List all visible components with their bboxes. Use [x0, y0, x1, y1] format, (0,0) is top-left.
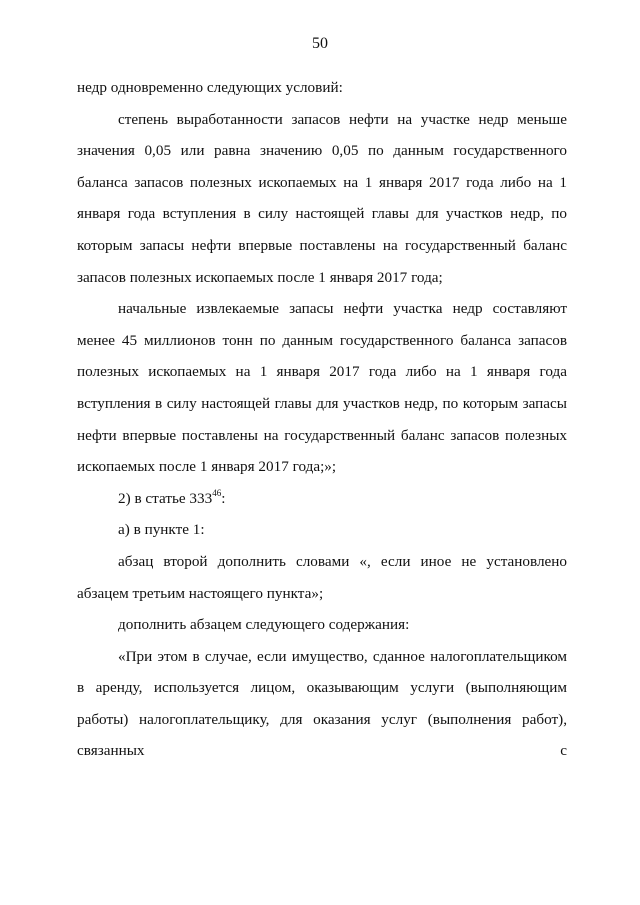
article-superscript: 46 [212, 487, 222, 498]
paragraph-add-subparagraph: дополнить абзацем следующего содержания: [118, 616, 410, 634]
paragraph-depletion-degree: степень выработанности запасов нефти на участке недр меньше значения 0,05 или равна значению 0,05 по данным государственного баланса запасов полезных ископаемых на 1 января 2017 года либо на 1 января года вступления в силу настоящей главы для участков недр, по которым запасы нефти впервые поставлены на государственный баланс запасов полезных ископаемых после 1 января 2017 года; [77, 110, 567, 286]
paragraph-conditions-intro: недр одновременно следующих условий: [77, 79, 343, 96]
paragraph-initial-reserves: начальные извлекаемые запасы нефти участка недр составляют менее 45 миллионов тонн по данным государственного баланса запасов полезных ископаемых на 1 января 2017 года либо на 1 января года вступления в силу настоящей главы для участков недр, по которым запасы нефти впервые поставлены на государственный баланс запасов полезных ископаемых после 1 января 2017 года;»; [77, 300, 567, 476]
paragraph-leased-property: «При этом в случае, если имущество, сданное налогоплательщиком в аренду, используется лицом, оказывающим услуги (выполняющим работы) налогоплательщику, для оказания услуг (выполнения работ), связанных с [77, 647, 567, 760]
page-number: 50 [312, 35, 328, 52]
paragraph-clause-1: а) в пункте 1: [118, 521, 205, 539]
document-body [77, 72, 567, 767]
article-reference-text: 2) в статье 333 [118, 489, 213, 507]
paragraph-article-333-46 [77, 483, 567, 515]
article-reference-suffix: : [221, 489, 226, 507]
paragraph-second-subparagraph: абзац второй дополнить словами «, если иное не установлено абзацем третьим настоящего пункта»; [77, 552, 567, 602]
